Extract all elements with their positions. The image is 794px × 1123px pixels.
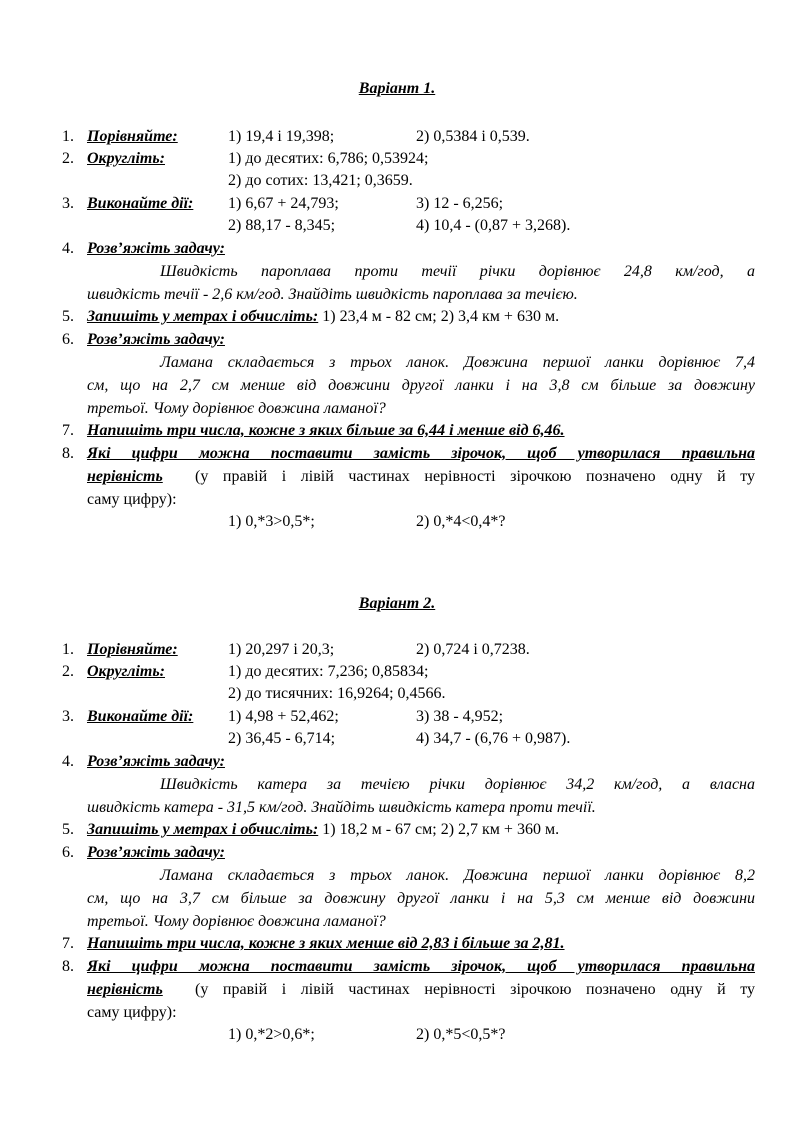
task-item: 1) 0,*2>0,6*;: [228, 1026, 315, 1043]
v2-task-4-text-2: швидкість катера - 31,5 км/год. Знайдіть швидкість катера проти течії.: [87, 799, 596, 816]
v1-task-6-text-3: третьої. Чому дорівнює довжина ламаної?: [87, 400, 386, 417]
v2-task-6-text-1: Ламана складається з трьох ланок. Довжина першої ланки дорівнює 8,2: [160, 867, 755, 884]
task-item: 2) 88,17 - 8,345;: [228, 217, 336, 234]
variant-2-title: Варіант 2.: [358, 595, 436, 612]
task-number: 1.: [62, 641, 74, 658]
task-number: 4.: [62, 240, 74, 257]
task-number: 6.: [62, 331, 74, 348]
v1-task-6-text-2: см, що на 2,7 см менше від довжини другої ланки і на 3,8 см більше за довжину: [87, 377, 755, 394]
task-item: 3) 12 - 6,256;: [416, 195, 504, 212]
task-item: 2) 0,5384 і 0,539.: [416, 128, 530, 145]
task-label: Виконайте дії:: [87, 195, 194, 212]
task-item: 2) 0,*4<0,4*?: [416, 513, 506, 530]
task-item: 3) 38 - 4,952;: [416, 708, 504, 725]
task-item: 2) 0,724 і 0,7238.: [416, 641, 530, 658]
task-item: 2) до сотих: 13,421; 0,3659.: [228, 172, 413, 189]
task-item: 1) до десятих: 6,786; 0,53924;: [228, 150, 429, 167]
task-label: Округліть:: [87, 663, 165, 680]
task-item: 2) 36,45 - 6,714;: [228, 730, 336, 747]
task-number: 2.: [62, 663, 74, 680]
task-item: 2) до тисячних: 16,9264; 0,4566.: [228, 685, 446, 702]
task-text: (у правій і лівій частинах нерівності зірочкою позначено одну й ту: [195, 981, 755, 998]
task-label: Розв’яжіть задачу:: [87, 331, 225, 348]
task-number: 5.: [62, 821, 74, 838]
v2-task-6-text-2: см, що на 3,7 см більше за довжину другої ланки і на 5,3 см менше від довжини: [87, 890, 755, 907]
task-label: Напишіть три числа, кожне з яких більше за 6,44 і менше від 6,46.: [87, 422, 565, 439]
task-item: 1) 4,98 + 52,462;: [228, 708, 339, 725]
task-label: Розв’яжіть задачу:: [87, 844, 225, 861]
task-item: 4) 34,7 - (6,76 + 0,987).: [416, 730, 571, 747]
task-item: 1) до десятих: 7,236; 0,85834;: [228, 663, 429, 680]
task-number: 1.: [62, 128, 74, 145]
task-label: Які цифри можна поставити замість зірочок, щоб утворилася правильна: [87, 958, 755, 975]
task-number: 8.: [62, 445, 74, 462]
task-label: нерівність: [87, 468, 163, 485]
v1-task-6-text-1: Ламана складається з трьох ланок. Довжина першої ланки дорівнює 7,4: [160, 354, 755, 371]
variant-1-title: Варіант 1.: [358, 80, 436, 97]
task-label: Запишіть у метрах і обчисліть:: [87, 821, 319, 838]
v1-task-4-text-2: швидкість течії - 2,6 км/год. Знайдіть швидкість пароплава за течією.: [87, 286, 578, 303]
task-text: (у правій і лівій частинах нерівності зірочкою позначено одну й ту: [195, 468, 755, 485]
task-label: Виконайте дії:: [87, 708, 194, 725]
task-label: Які цифри можна поставити замість зірочок, щоб утворилася правильна: [87, 445, 755, 462]
task-number: 2.: [62, 150, 74, 167]
v2-task-8-line-3: саму цифру):: [87, 1004, 177, 1021]
task-item: 1) 18,2 м - 67 см; 2) 2,7 км + 360 м.: [322, 821, 560, 838]
task-item: 1) 19,4 і 19,398;: [228, 128, 335, 145]
task-label: Округліть:: [87, 150, 165, 167]
task-item: 1) 6,67 + 24,793;: [228, 195, 339, 212]
task-number: 7.: [62, 935, 74, 952]
v2-task-6-text-3: третьої. Чому дорівнює довжина ламаної?: [87, 913, 386, 930]
task-number: 3.: [62, 708, 74, 725]
task-number: 6.: [62, 844, 74, 861]
task-item: 4) 10,4 - (0,87 + 3,268).: [416, 217, 571, 234]
task-label: нерівність: [87, 981, 163, 998]
task-item: 1) 20,297 і 20,3;: [228, 641, 335, 658]
task-label: Розв’яжіть задачу:: [87, 753, 225, 770]
task-item: 2) 0,*5<0,5*?: [416, 1026, 506, 1043]
task-label: Запишіть у метрах і обчисліть:: [87, 308, 319, 325]
v1-task-8-line-3: саму цифру):: [87, 491, 177, 508]
task-item: 1) 23,4 м - 82 см; 2) 3,4 км + 630 м.: [322, 308, 560, 325]
task-number: 4.: [62, 753, 74, 770]
task-label: Напишіть три числа, кожне з яких менше від 2,83 і більше за 2,81.: [87, 935, 565, 952]
task-number: 8.: [62, 958, 74, 975]
task-number: 3.: [62, 195, 74, 212]
task-label: Розв’яжіть задачу:: [87, 240, 225, 257]
task-number: 7.: [62, 422, 74, 439]
v2-task-4-text-1: Швидкість катера за течією річки дорівнює 34,2 км/год, а власна: [160, 776, 755, 793]
task-label: Порівняйте:: [87, 641, 178, 658]
task-number: 5.: [62, 308, 74, 325]
task-label: Порівняйте:: [87, 128, 178, 145]
task-item: 1) 0,*3>0,5*;: [228, 513, 315, 530]
v1-task-4-text-1: Швидкість пароплава проти течії річки дорівнює 24,8 км/год, а: [160, 263, 755, 280]
